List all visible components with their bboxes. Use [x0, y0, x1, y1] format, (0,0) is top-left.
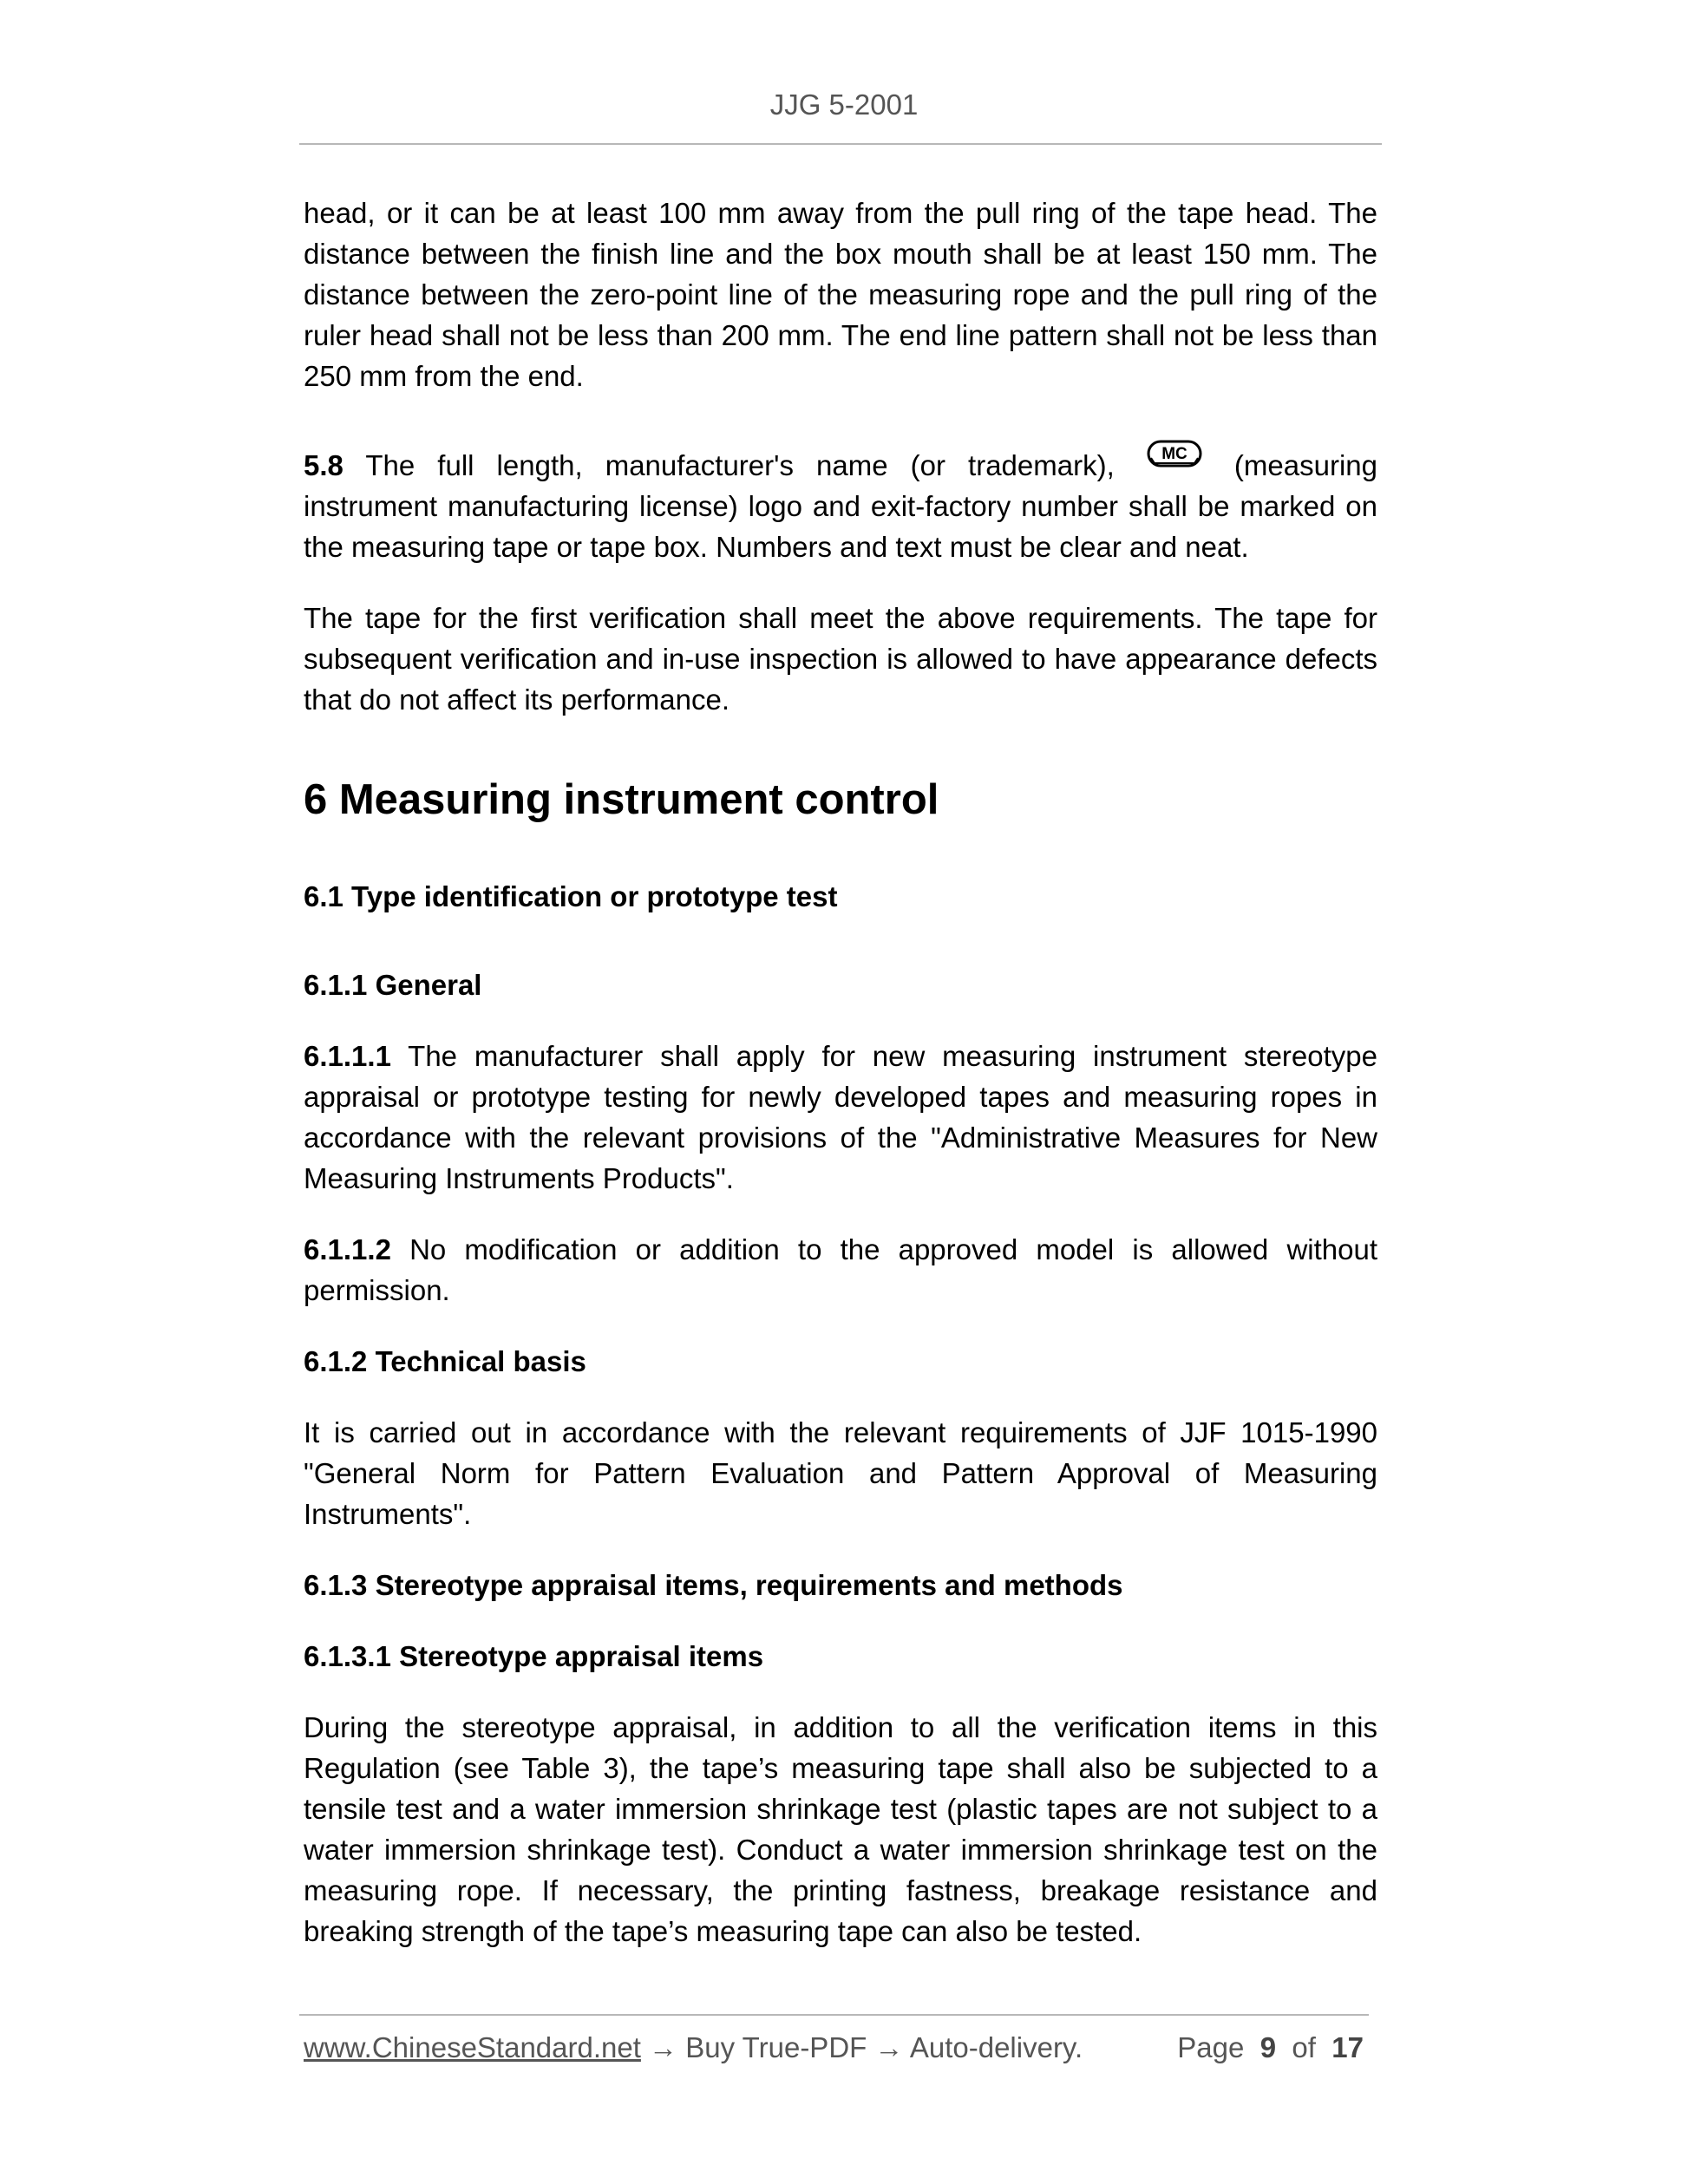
paragraph-6-1-1-1	[304, 1036, 1377, 1199]
section-number: 6.1.1.1	[304, 1040, 391, 1072]
heading-6-1: 6.1 Type identification or prototype test	[304, 880, 838, 912]
page-indicator	[1177, 2031, 1364, 2064]
heading-6-1-3: 6.1.3 Stereotype appraisal items, requirements and methods	[304, 1569, 1123, 1601]
document-code-header: JJG 5-2001	[769, 88, 919, 121]
header-divider	[299, 143, 1382, 145]
paragraph-text: No modification or addition to the approved model is allowed without permission.	[304, 1233, 1377, 1306]
section-heading-6: 6 Measuring instrument control	[304, 776, 939, 823]
mc-license-logo-icon	[1146, 438, 1203, 479]
paragraph-6-1-2: It is carried out in accordance with the relevant requirements of JJF 1015-1990 "General Norm for Pattern Evaluation and Pattern Approval of Measuring Instruments".	[304, 1416, 1377, 1530]
page-of-label: of	[1292, 2031, 1316, 2063]
heading-6-1-1: 6.1.1 General	[304, 969, 482, 1001]
page-label: Page	[1177, 2031, 1245, 2063]
arrow-right-icon: →	[874, 2031, 904, 2063]
page-total: 17	[1331, 2031, 1364, 2063]
paragraph-text: The full length, manufacturer's name (or trademark),	[365, 449, 1115, 481]
paragraph-5-8	[304, 438, 1377, 567]
mc-logo-text: MC	[1161, 445, 1187, 463]
page-footer	[304, 2031, 1369, 2064]
buy-true-pdf-text: Buy True-PDF	[685, 2031, 867, 2063]
section-number: 5.8	[304, 449, 343, 481]
footer-divider	[299, 2014, 1369, 2016]
chinesestandard-link[interactable]: www.ChineseStandard.net	[304, 2031, 641, 2063]
heading-6-1-2: 6.1.2 Technical basis	[304, 1345, 586, 1377]
heading-6-1-3-1: 6.1.3.1 Stereotype appraisal items	[304, 1640, 764, 1672]
paragraph-6-1-3-1: During the stereotype appraisal, in addition to all the verification items in this Regulation (see Table 3), the tape’s measuring tape shall also be subjected to a tensile test and a water immersion shrinkage test (plastic tapes are not subject to a water immersion shrinkage test). Conduct a water immersion shrinkage test on the measuring rope. If necessary, the printing fastness, breakage resistance and breaking strength of the tape’s measuring tape can also be tested.	[304, 1711, 1377, 1947]
page-number: 9	[1259, 2031, 1277, 2063]
section-number: 6.1.1.2	[304, 1233, 391, 1265]
arrow-right-icon: →	[649, 2031, 678, 2063]
paragraph-text: (measuring instrument manufacturing license) logo and exit-factory number shall be marked on the measuring tape or tape box. Numbers and text must be clear and neat.	[304, 449, 1377, 563]
paragraph-first-verification: The tape for the first verification shall meet the above requirements. The tape for subsequent verification and in-use inspection is allowed to have appearance defects that do not affect its performance.	[304, 602, 1377, 716]
page-content	[304, 193, 1377, 1952]
paragraph-continuation: head, or it can be at least 100 mm away from the pull ring of the tape head. The distance between the finish line and the box mouth shall be at least 150 mm. The distance between the zero-point line of the measuring rope and the pull ring of the ruler head shall not be less than 200 mm. The end line pattern shall not be less than 250 mm from the end.	[304, 197, 1377, 392]
paragraph-6-1-1-2	[304, 1229, 1377, 1311]
auto-delivery-text: Auto-delivery.	[909, 2031, 1083, 2063]
paragraph-text: The manufacturer shall apply for new measuring instrument stereotype appraisal or prototype testing for newly developed tapes and measuring ropes in accordance with the relevant provisions of the "Administrative Measures for New Measuring Instruments Products".	[304, 1040, 1378, 1194]
